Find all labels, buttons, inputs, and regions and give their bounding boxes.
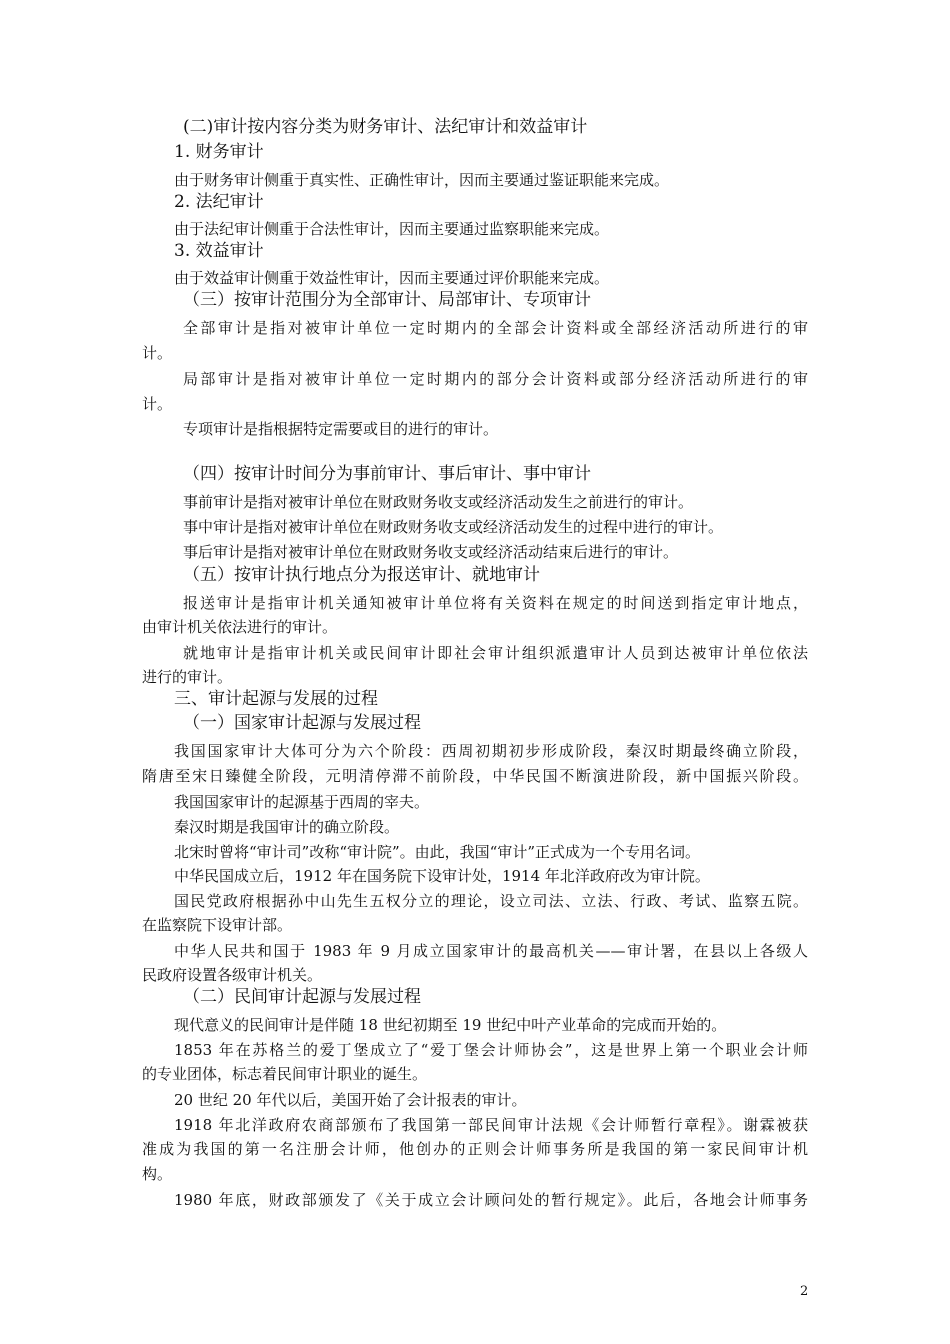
- section-heading: （一）国家审计起源与发展过程: [183, 713, 421, 733]
- paragraph-line: 秦汉时期是我国审计的确立阶段。: [174, 818, 400, 836]
- paragraph-line: 中华人民共和国于 1983 年 9 月成立国家审计的最高机关——审计署，在县以上各级人: [174, 942, 808, 960]
- paragraph-line: 构。: [142, 1165, 173, 1183]
- paragraph-line: 国民党政府根据孙中山先生五权分立的理论，设立司法、立法、行政、考试、监察五院。: [174, 892, 808, 910]
- paragraph-line: 1918 年北洋政府农商部颁布了我国第一部民间审计法规《会计师暂行章程》。谢霖被获: [174, 1116, 808, 1134]
- paragraph-line: 由审计机关依法进行的审计。: [142, 618, 338, 636]
- paragraph-line: 报送审计是指审计机关通知被审计单位将有关资料在规定的时间送到指定审计地点，: [183, 594, 808, 612]
- paragraph-line: 事中审计是指对被审计单位在财政财务收支或经济活动发生的过程中进行的审计。: [183, 518, 724, 536]
- paragraph-line: 准成为我国的第一名注册会计师，他创办的正则会计师事务所是我国的第一家民间审计机: [142, 1140, 808, 1158]
- paragraph-line: 1853 年在苏格兰的爱丁堡成立了“爱丁堡会计师协会”，这是世界上第一个职业会计师: [174, 1041, 808, 1059]
- paragraph-line: 民政府设置各级审计机关。: [142, 966, 323, 984]
- paragraph-line: 现代意义的民间审计是伴随 18 世纪初期至 19 世纪中叶产业革命的完成而开始的。: [174, 1016, 727, 1034]
- section-heading: (二)审计按内容分类为财务审计、法纪审计和效益审计: [183, 117, 588, 137]
- paragraph-line: 就地审计是指审计机关或民间审计即社会审计组织派遣审计人员到达被审计单位依法: [183, 644, 808, 662]
- paragraph-line: 全部审计是指对被审计单位一定时期内的全部会计资料或全部经济活动所进行的审: [183, 319, 808, 337]
- paragraph-line: 事前审计是指对被审计单位在财政财务收支或经济活动发生之前进行的审计。: [183, 493, 694, 511]
- page-number: 2: [800, 1284, 809, 1299]
- paragraph-line: 计。: [142, 344, 173, 362]
- paragraph-line: 事后审计是指对被审计单位在财政财务收支或经济活动结束后进行的审计。: [183, 543, 679, 561]
- subheading: 2. 法纪审计: [174, 192, 264, 212]
- paragraph-line: 进行的审计。: [142, 668, 233, 686]
- subheading: 3. 效益审计: [174, 241, 264, 261]
- section-heading: （四）按审计时间分为事前审计、事后审计、事中审计: [183, 464, 591, 484]
- paragraph-line: 1980 年底，财政部颁发了《关于成立会计顾问处的暂行规定》。此后，各地会计师事务: [174, 1191, 808, 1209]
- paragraph-line: 专项审计是指根据特定需要或目的进行的审计。: [183, 420, 499, 438]
- paragraph-line: 20 世纪 20 年代以后，美国开始了会计报表的审计。: [174, 1091, 527, 1109]
- chapter-heading: 三、审计起源与发展的过程: [174, 689, 378, 709]
- paragraph-line: 由于效益审计侧重于效益性审计，因而主要通过评价职能来完成。: [174, 269, 610, 287]
- paragraph-line: 我国国家审计的起源基于西周的宰夫。: [174, 793, 430, 811]
- paragraph-line: 计。: [142, 395, 173, 413]
- paragraph-line: 我国国家审计大体可分为六个阶段：西周初期初步形成阶段，秦汉时期最终确立阶段，: [174, 742, 808, 760]
- paragraph-line: 的专业团体，标志着民间审计职业的诞生。: [142, 1065, 428, 1083]
- paragraph-line: 局部审计是指对被审计单位一定时期内的部分会计资料或部分经济活动所进行的审: [183, 370, 808, 388]
- paragraph-line: 由于法纪审计侧重于合法性审计，因而主要通过监察职能来完成。: [174, 220, 610, 238]
- paragraph-line: 北宋时曾将“审计司”改称“审计院”。由此，我国“审计”正式成为一个专用名词。: [174, 843, 701, 861]
- section-heading: （五）按审计执行地点分为报送审计、就地审计: [183, 565, 540, 585]
- subheading: 1. 财务审计: [174, 142, 264, 162]
- section-heading: （三）按审计范围分为全部审计、局部审计、专项审计: [183, 290, 591, 310]
- paragraph-line: 由于财务审计侧重于真实性、正确性审计，因而主要通过鉴证职能来完成。: [174, 171, 670, 189]
- section-heading: （二）民间审计起源与发展过程: [183, 987, 421, 1007]
- paragraph-line: 隋唐至宋日臻健全阶段，元明清停滞不前阶段，中华民国不断演进阶段，新中国振兴阶段。: [142, 767, 808, 785]
- paragraph-line: 中华民国成立后，1912 年在国务院下设审计处，1914 年北洋政府改为审计院。: [174, 867, 710, 885]
- paragraph-line: 在监察院下设审计部。: [142, 916, 293, 934]
